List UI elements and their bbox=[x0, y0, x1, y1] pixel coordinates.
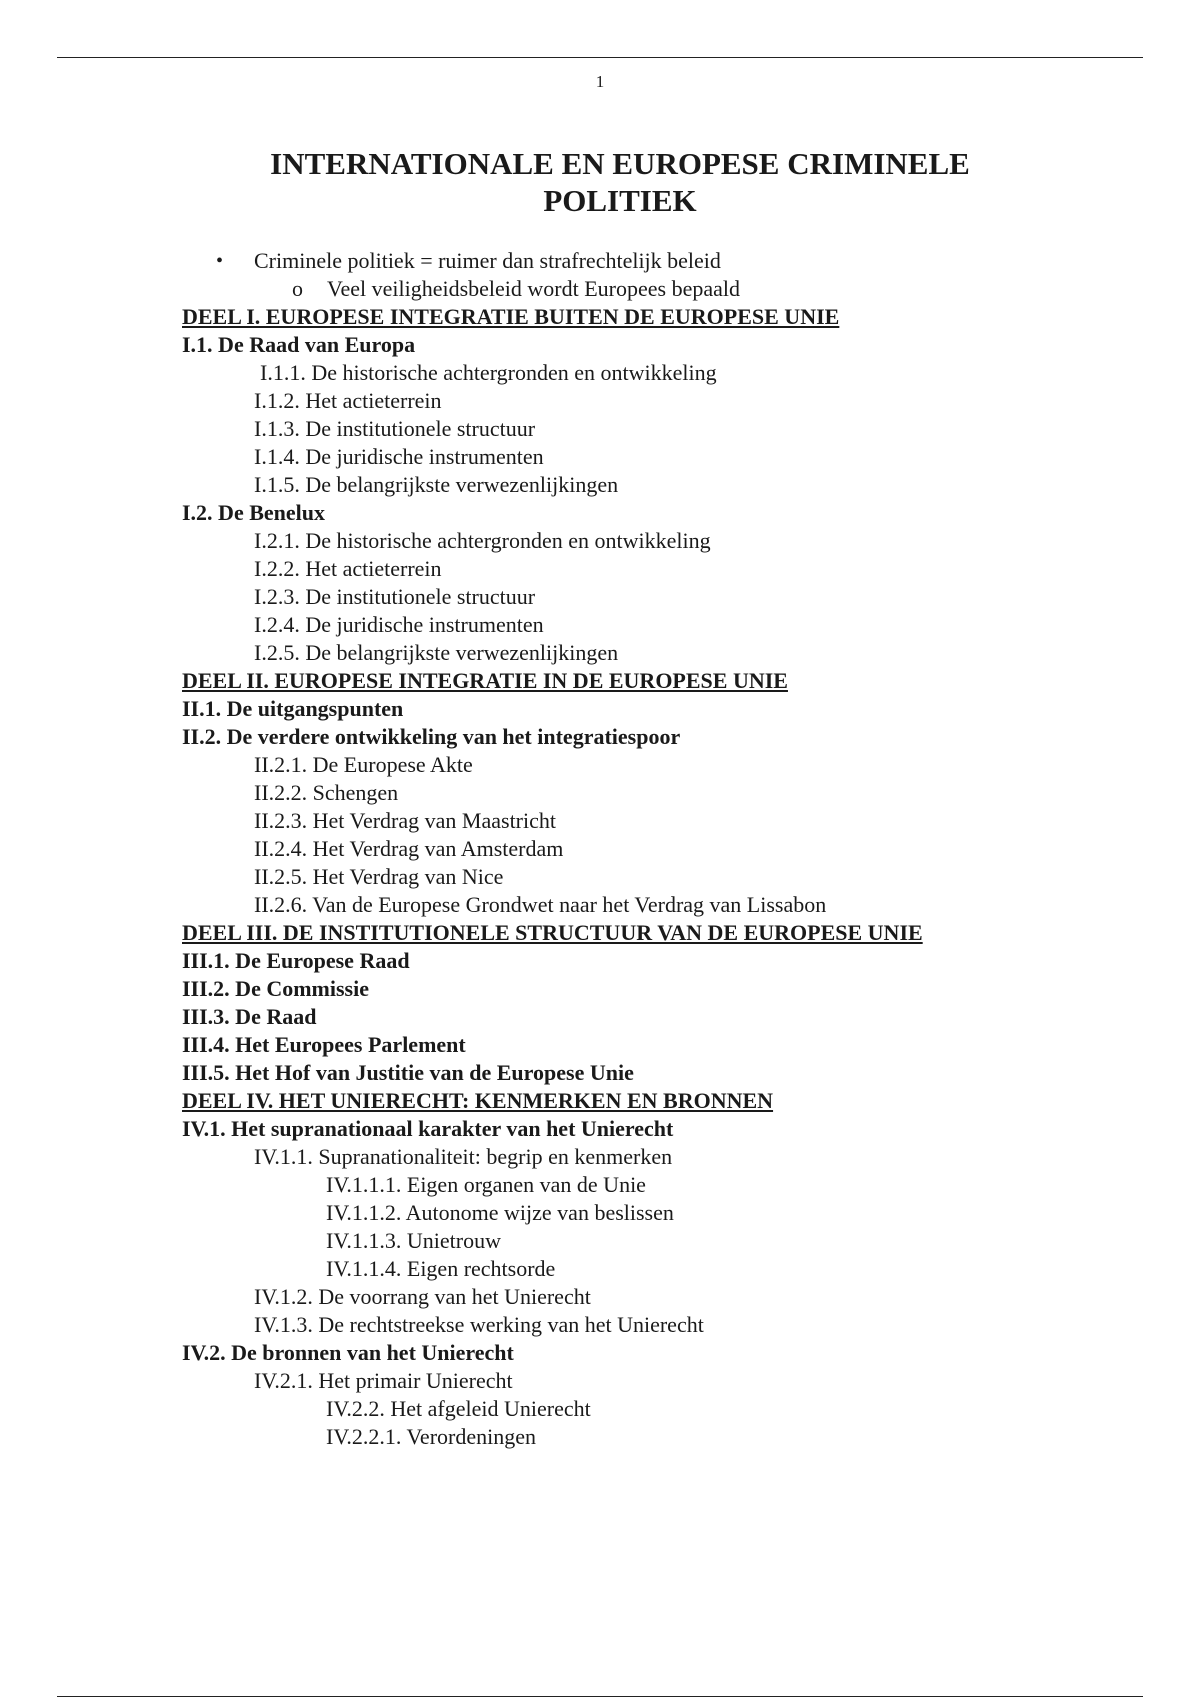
toc-section: I.2.2. Het actieterrein bbox=[254, 556, 442, 581]
toc-section: I.1.1. De historische achtergronden en ontwikkeling bbox=[260, 360, 717, 385]
toc-chapter: III.2. De Commissie bbox=[182, 976, 369, 1001]
toc-section: II.2.1. De Europese Akte bbox=[254, 752, 473, 777]
toc-chapter: III.5. Het Hof van Justitie van de Europese Unie bbox=[182, 1060, 634, 1085]
toc-subsection: IV.1.1.3. Unietrouw bbox=[326, 1228, 501, 1253]
toc-section: I.2.1. De historische achtergronden en ontwikkeling bbox=[254, 528, 711, 553]
bullet-marker: • bbox=[216, 250, 224, 272]
toc-chapter: III.4. Het Europees Parlement bbox=[182, 1032, 466, 1057]
toc-subsection: IV.2.2. Het afgeleid Unierecht bbox=[326, 1396, 591, 1421]
toc-section: II.2.6. Van de Europese Grondwet naar het Verdrag van Lissabon bbox=[254, 892, 827, 917]
title-line-1: INTERNATIONALE EN EUROPESE CRIMINELE bbox=[270, 146, 970, 181]
toc-section: I.1.3. De institutionele structuur bbox=[254, 416, 536, 441]
page-number: 1 bbox=[595, 72, 605, 91]
toc-chapter: IV.1. Het supranationaal karakter van het Unierecht bbox=[182, 1116, 674, 1141]
toc-section: I.2.4. De juridische instrumenten bbox=[254, 612, 544, 637]
toc-chapter: II.1. De uitgangspunten bbox=[182, 696, 404, 721]
toc-section: I.2.3. De institutionele structuur bbox=[254, 584, 536, 609]
bullet-text: Criminele politiek = ruimer dan strafrechtelijk beleid bbox=[254, 248, 721, 273]
toc-section: I.1.5. De belangrijkste verwezenlijkingen bbox=[254, 472, 619, 497]
toc-subsection: IV.1.1.2. Autonome wijze van beslissen bbox=[326, 1200, 674, 1225]
toc-part-heading: DEEL II. EUROPESE INTEGRATIE IN DE EUROPESE UNIE bbox=[182, 668, 788, 693]
toc-section: II.2.4. Het Verdrag van Amsterdam bbox=[254, 836, 564, 861]
toc-chapter: I.1. De Raad van Europa bbox=[182, 332, 416, 357]
top-rule bbox=[57, 57, 1143, 58]
toc-section: II.2.5. Het Verdrag van Nice bbox=[254, 864, 504, 889]
document-title bbox=[180, 145, 1060, 219]
title-line-2: POLITIEK bbox=[543, 183, 697, 218]
sub-bullet-marker: o bbox=[292, 276, 303, 301]
toc-part-heading: DEEL I. EUROPESE INTEGRATIE BUITEN DE EUROPESE UNIE bbox=[182, 304, 840, 329]
toc-subsection: IV.2.2.1. Verordeningen bbox=[326, 1424, 536, 1449]
toc-section: IV.1.3. De rechtstreekse werking van het Unierecht bbox=[254, 1312, 704, 1337]
toc-section: I.2.5. De belangrijkste verwezenlijkingen bbox=[254, 640, 619, 665]
sub-bullet-text: Veel veiligheidsbeleid wordt Europees bepaald bbox=[327, 276, 740, 301]
toc-chapter: I.2. De Benelux bbox=[182, 500, 325, 525]
sub-bullet-item bbox=[0, 275, 1200, 303]
toc-section: II.2.3. Het Verdrag van Maastricht bbox=[254, 808, 556, 833]
bullet-item bbox=[0, 247, 1200, 275]
toc-subsection: IV.1.1.4. Eigen rechtsorde bbox=[326, 1256, 556, 1281]
toc-section: II.2.2. Schengen bbox=[254, 780, 399, 805]
toc-part-heading: DEEL IV. HET UNIERECHT: KENMERKEN EN BRONNEN bbox=[182, 1088, 774, 1113]
toc-section: I.1.4. De juridische instrumenten bbox=[254, 444, 544, 469]
toc-section: I.1.2. Het actieterrein bbox=[254, 388, 442, 413]
table-of-contents bbox=[0, 247, 1200, 1451]
toc-subsection: IV.1.1.1. Eigen organen van de Unie bbox=[326, 1172, 646, 1197]
bottom-rule bbox=[57, 1696, 1143, 1697]
toc-chapter: III.3. De Raad bbox=[182, 1004, 317, 1029]
toc-chapter: IV.2. De bronnen van het Unierecht bbox=[182, 1340, 514, 1365]
toc-chapter: III.1. De Europese Raad bbox=[182, 948, 410, 973]
toc-section: IV.1.2. De voorrang van het Unierecht bbox=[254, 1284, 591, 1309]
toc-section: IV.2.1. Het primair Unierecht bbox=[254, 1368, 513, 1393]
toc-part-heading: DEEL III. DE INSTITUTIONELE STRUCTUUR VAN DE EUROPESE UNIE bbox=[182, 920, 923, 945]
toc-section: IV.1.1. Supranationaliteit: begrip en kenmerken bbox=[254, 1144, 673, 1169]
toc-chapter: II.2. De verdere ontwikkeling van het integratiespoor bbox=[182, 724, 681, 749]
